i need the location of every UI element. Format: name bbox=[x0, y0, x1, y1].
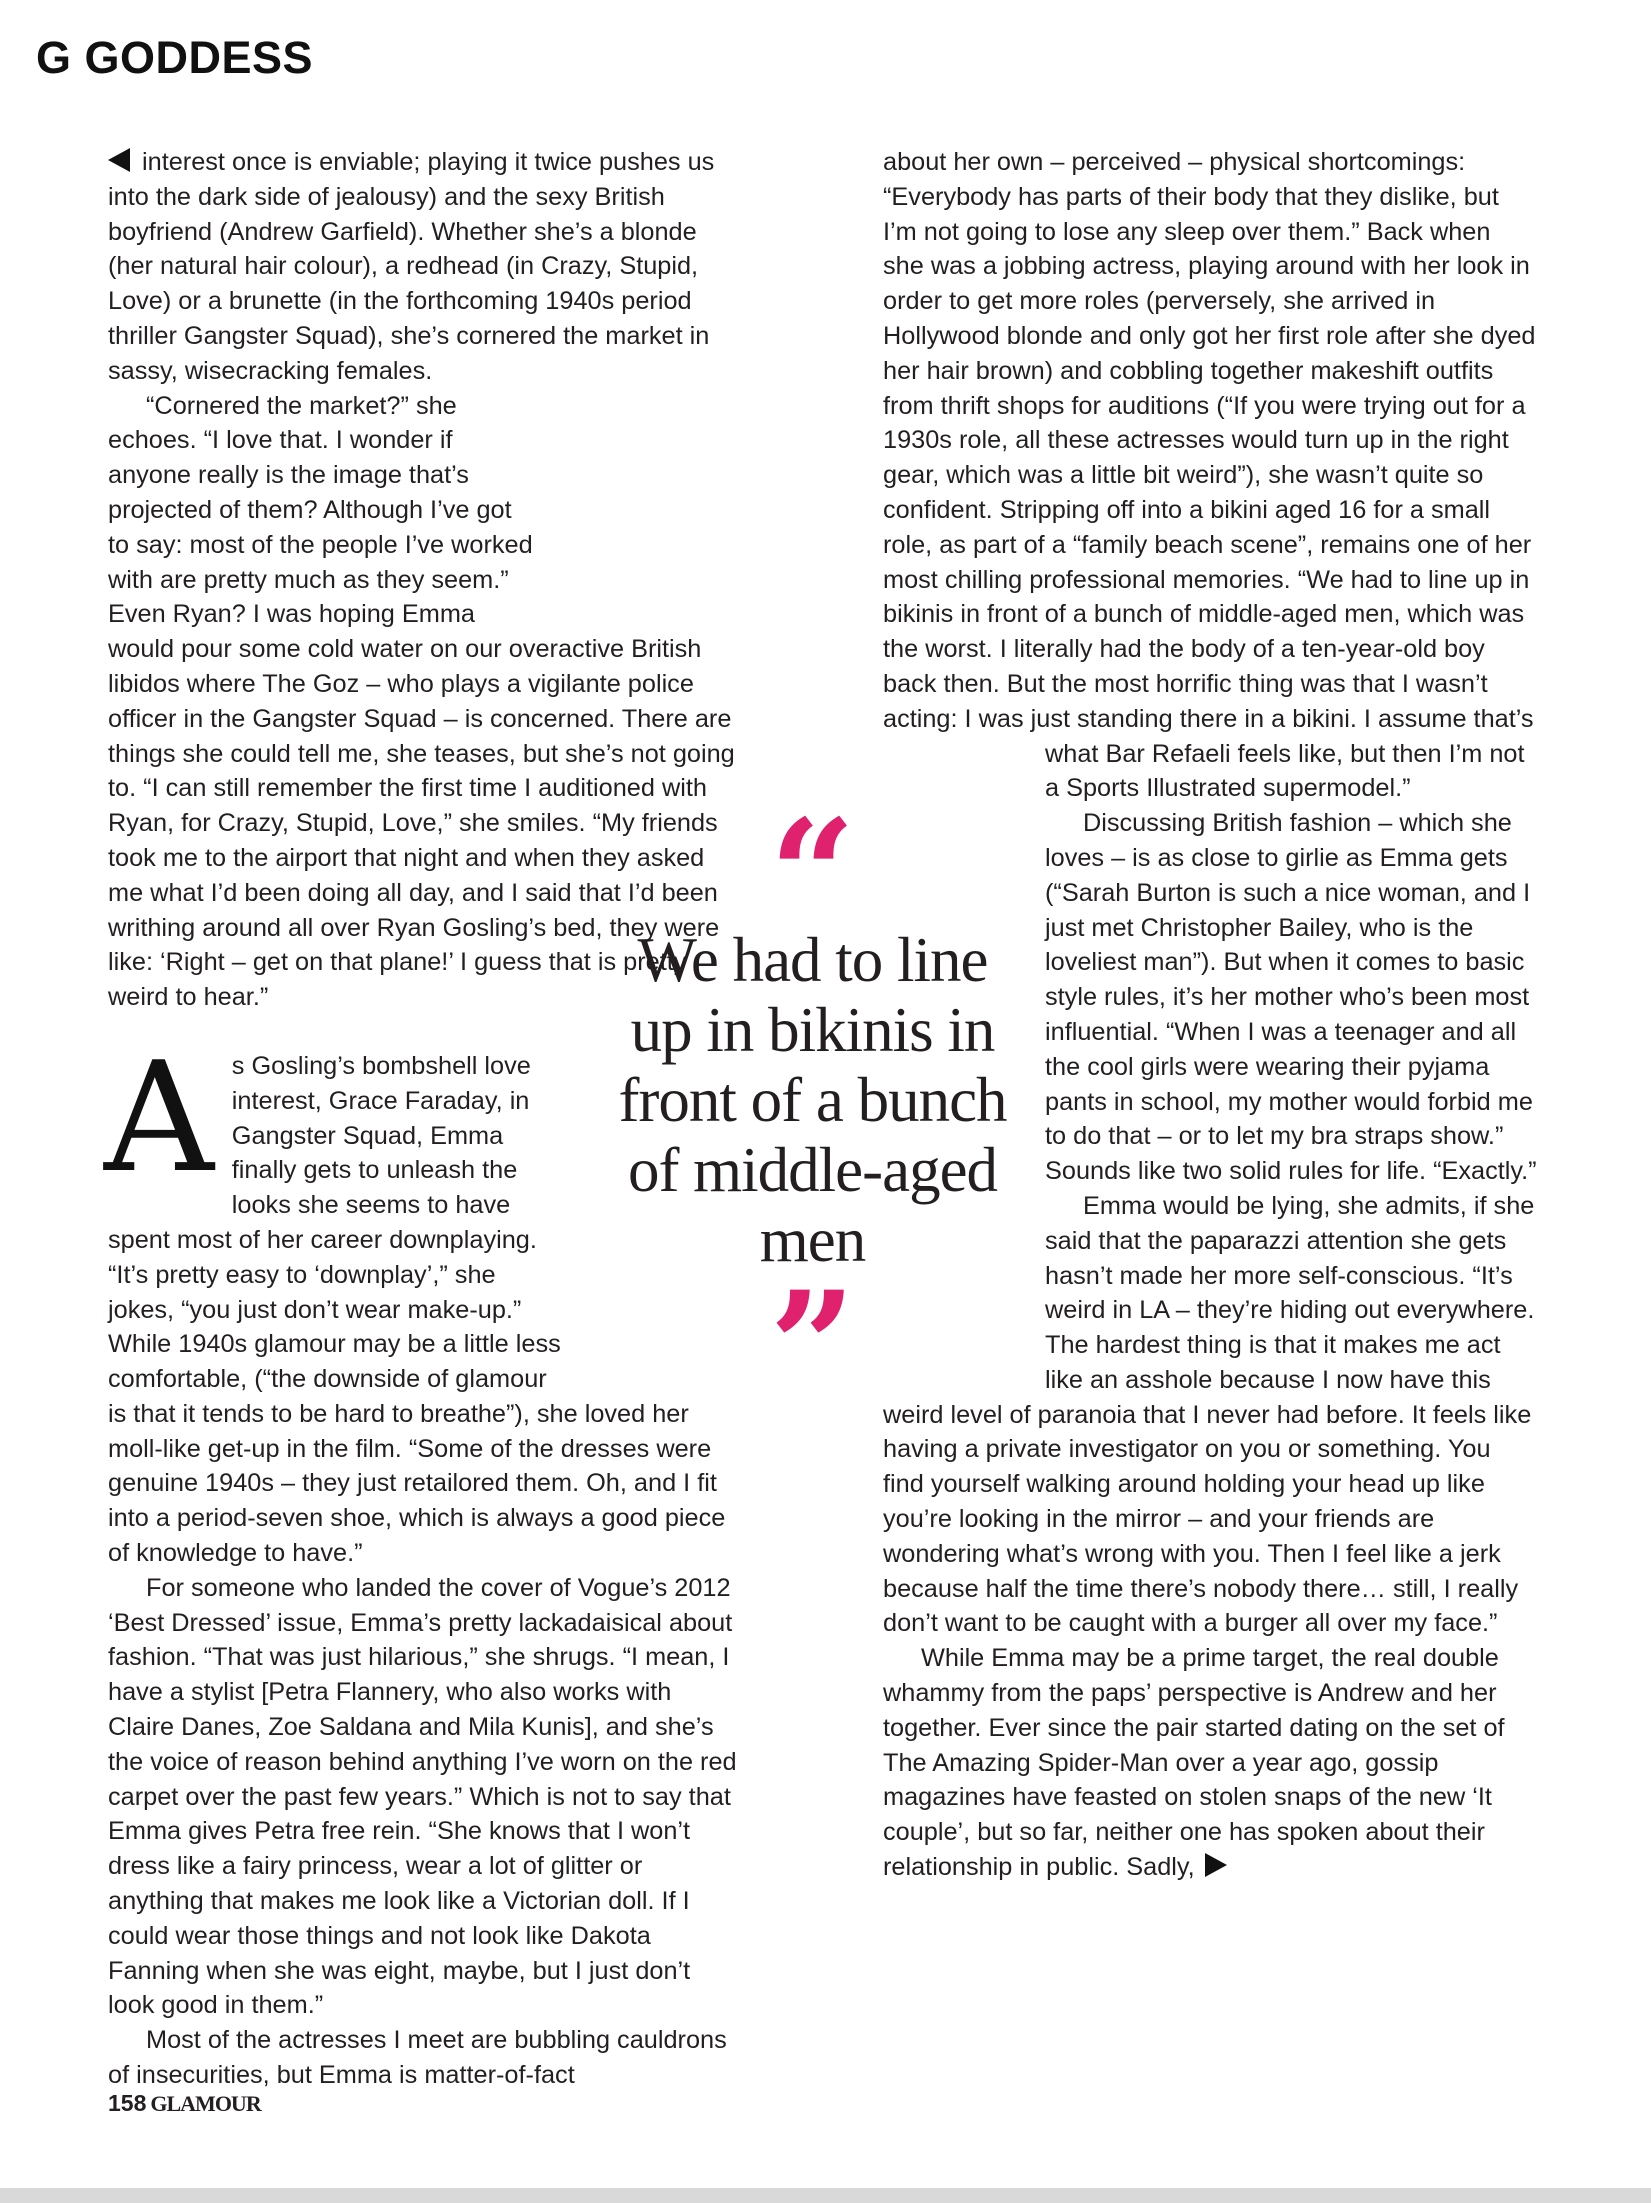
continuation-paragraph bbox=[108, 145, 738, 389]
paragraph-text: interest once is enviable; playing it twice pushes us into the dark side of jealousy) and the sexy British boyfriend (Andrew Garfield). Whether she’s a blonde (her natural hair colour), a redhead (in Crazy, Stupid, Love) or a brunette (in the forthcoming 1940s period thriller Gangster Squad), she’s cornered the market in sassy, wisecracking females. bbox=[108, 148, 715, 385]
pull-quote-text: We had to line up in bikinis in front of a bunch of middle-aged men bbox=[618, 925, 1007, 1275]
continues-arrow-icon bbox=[1205, 1853, 1227, 1877]
drop-cap: A bbox=[104, 1028, 214, 1206]
paragraph-text: While Emma may be a prime target, the real double whammy from the paps’ perspective is Andrew and her together. Ever since the pair started dating on the set of The Amazing Spider-Man over a year ago, gossip magazines have feasted on stolen snaps of the new ‘It couple’, but so far, neither one has spoken about their relationship in public. Sadly, bbox=[883, 1644, 1505, 1882]
body-paragraph: “Cornered the market?” she echoes. “I love that. I wonder if anyone really is the image that’s projected of them? Although I’ve got to say: most of the people I’ve worked with are pretty much as they seem.” Even Ryan? I was hoping Emma would pour some cold water on our overactive British libidos where The Goz – who plays a vigilante police officer in the Gangster Squad – is concerned. There are things she could tell me, she teases, but she’s not going to. “I can still remember the first time I auditioned with Ryan, for Crazy, Stupid, Love,” she smiles. “My friends took me to the airport that night and when they asked me what I’d been doing all day, and I said that I’d been writhing around all over Ryan Gosling’s bed, they were like: ‘Right – get on that plane!’ I guess that is pretty weird to hear.” bbox=[108, 391, 735, 1012]
closing-paragraph bbox=[883, 1641, 1538, 1885]
page-footer bbox=[108, 2090, 261, 2117]
body-paragraph: For someone who landed the cover of Vogue’s 2012 ‘Best Dressed’ issue, Emma’s pretty lackadaisical about fashion. “That was just hilarious,” she shrugs. “I mean, I have a stylist [Petra Flannery, who also works with Claire Danes, Zoe Saldana and Mila Kunis], and she’s the voice of reason behind anything I’ve worn on the red carpet over the past few years.” Which is not to say that Emma gives Petra free rein. “She knows that I won’t dress like a fairy princess, wear a lot of glitter or anything that makes me look like a Victorian doll. If I could wear those things and not look like Dakota Fanning when she was eight, maybe, but I just don’t look good in them.” bbox=[108, 1573, 737, 2020]
pull-quote bbox=[615, 787, 1010, 1435]
body-paragraph: Discussing British fashion – which she loves – is as close to girlie as Emma gets (“Sarah Burton is such a nice woman, and I just met Christopher Bailey, who is the loveliest man”). But when it comes to basic style rules, it’s her mother who’s been most influential. “When I was a teenager and all the cool girls were wearing their pyjama pants in school, my mother would forbid me to do that – or to let my bra straps show.” Sounds like two solid rules for life. “Exactly.” bbox=[1045, 809, 1537, 1186]
magazine-logo: GLAMOUR bbox=[150, 2091, 261, 2116]
body-paragraph: Emma would be lying, she admits, if she said that the paparazzi attention she gets hasn’t made her more self-conscious. “It’s weird in LA – they’re hiding out everywhere. The hardest thing is that it makes me act like an asshole because I now have this weird level of paranoia that I never had before. It feels like having a private investigator on you or something. You find yourself walking around holding your head up like you’re looking in the mirror – and your friends are wondering what’s wrong with you. Then I feel like a jerk because half the time there’s nobody there… still, I really don’t want to be caught with a burger all over my face.” bbox=[883, 1191, 1535, 1638]
open-quote-icon: “ bbox=[769, 787, 856, 963]
pull-quote-wrap-space bbox=[538, 389, 738, 619]
continued-arrow-icon bbox=[108, 148, 130, 172]
page-number: 158 bbox=[108, 2090, 147, 2116]
body-paragraph: about her own – perceived – physical shortcomings: “Everybody has parts of their body that they dislike, but I’m not going to lose any sleep over them.” Back when she was a jobbing actress, playing around with her look in order to get more roles (perversely, she arrived in Hollywood blonde and only got her first role after she dyed her hair brown) and cobbling together makeshift outfits from thrift shops for auditions (“If you were trying out for a 1930s role, all these actresses would turn up in the right gear, which was a little bit weird”), she wasn’t quite so confident. Stripping off into a bikini aged 16 for a small role, as part of a “family beach scene”, remains one of her most chilling professional memories. “We had to line up in bikinis in front of a bunch of middle-aged men, which was the worst. I literally had the body of a ten-year-old boy back then. But the most horrific thing was that I wasn’t acting: I was just standing there in a bikini. I assume that’s what Bar Refaeli feels like, but then I’m not a Sports Illustrated supermodel.” bbox=[883, 148, 1536, 803]
body-paragraph: Most of the actresses I meet are bubbling cauldrons of insecurities, but Emma is matter-of-fact bbox=[108, 2026, 727, 2090]
close-quote-icon: ” bbox=[769, 1259, 856, 1435]
paragraph-text: s Gosling’s bombshell love interest, Grace Faraday, in Gangster Squad, Emma finally gets to unleash the looks she seems to have spent most of her career downplaying. “It’s pretty easy to ‘downplay’,” she jokes, “you just don’t wear make-up.” While 1940s glamour may be a little less comfortable, (“the downside of glamour is that it tends to be hard to breathe”), she loved her moll-like get-up in the film. “Some of the dresses were genuine 1940s – they just retailored them. Oh, and I fit into a period-seven shoe, which is always a good piece of knowledge to have.” bbox=[108, 1051, 726, 1568]
page-edge-bar bbox=[0, 2188, 1651, 2203]
section-header: G GODDESS bbox=[36, 32, 314, 83]
